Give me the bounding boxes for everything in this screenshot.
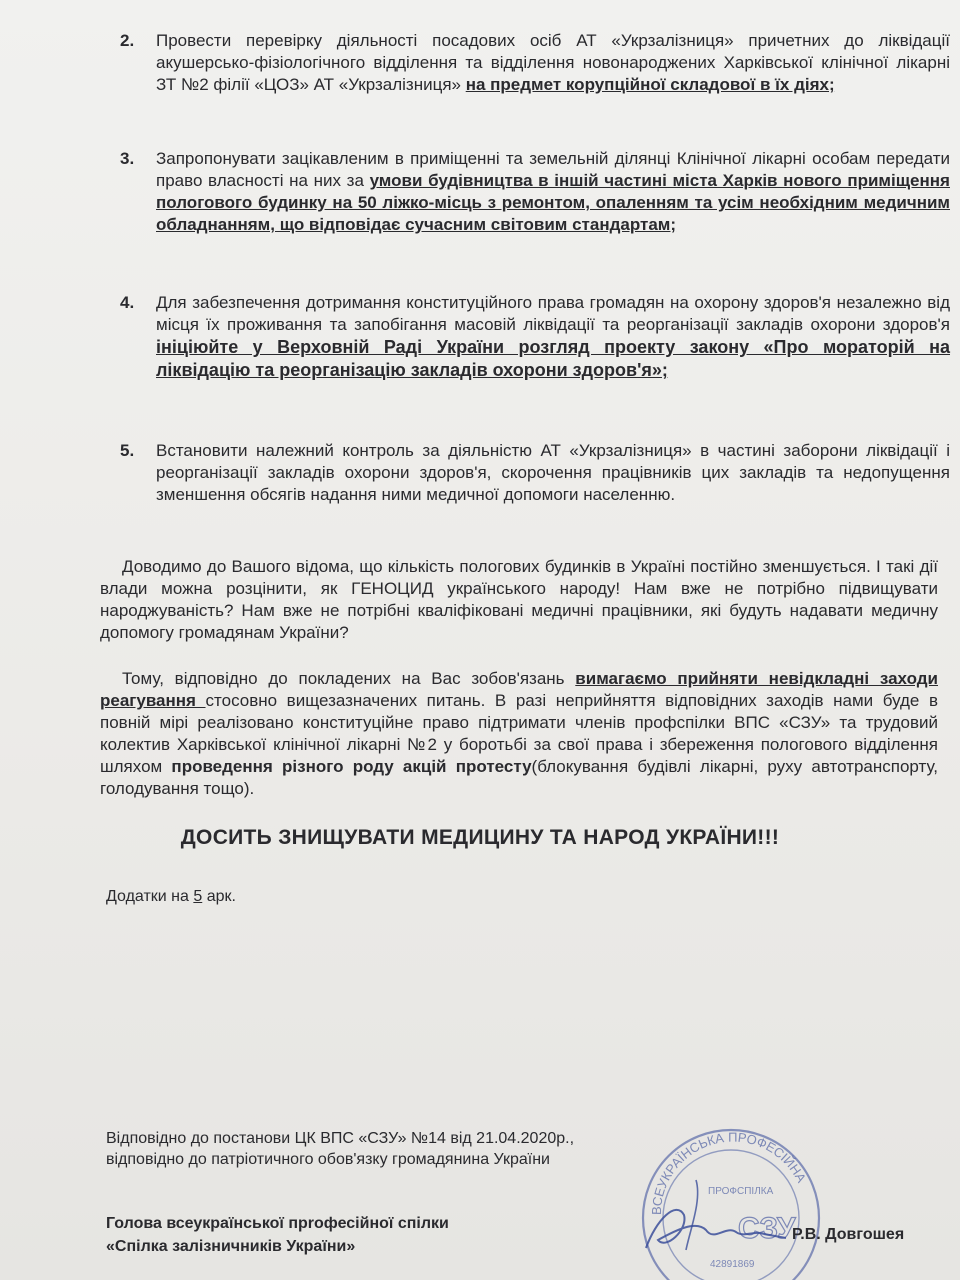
union-stamp <box>636 1120 826 1280</box>
demand-text-bold: вимагаємо прийняти невідкладні заходи реагування <box>100 669 938 710</box>
item-number: 4. <box>120 293 135 312</box>
item-text <box>156 148 950 236</box>
signer-organization: «Спілка залізничників України» <box>106 1238 356 1255</box>
demand-text-bold: проведення різного роду акцій протесту <box>171 757 532 776</box>
attachments-count: 5 <box>193 888 203 905</box>
item-text-plain: Встановити належний контроль за діяльністю АТ «Укрзалізниця» в частині заборони ліквідації і реорганізації закладів охорони здоров'я, скорочення працівників цих закладів та недопущення зменшення обсягів надання ними медичної допомоги населенню. <box>156 441 950 504</box>
slogan-heading: ДОСИТЬ ЗНИЩУВАТИ МЕДИЦИНУ ТА НАРОД УКРАЇНИ!!! <box>180 826 780 849</box>
stamp-code: 42891869 <box>710 1259 755 1270</box>
demand-paragraph <box>100 668 938 800</box>
item-text-plain: Для забезпечення дотримання конституційного права громадян на охорону здоров'я незалежно від місця їх проживання та запобігання масовій ліквідації та реорганізації закладів охорони здоров'я <box>156 293 950 334</box>
item-number: 5. <box>120 441 135 460</box>
list-item <box>120 440 950 506</box>
item-text <box>156 292 950 382</box>
demand-text: стосовно вищезазначених питань. В разі неприйняття відповідних заходів нами буде в повній мірі реалізовано конституційне право підтримати членів профспілки ВПС «СЗУ» та трудовий колектив Харківської клінічної лікарні №2 у боротьбі за свої права і збереження пологового відділення шляхом <box>100 691 938 776</box>
stamp-abbreviation: СЗУ <box>738 1212 796 1245</box>
item-text-plain: Провести перевірку діяльності посадових осіб АТ «Укрзалізниця» причетних до ліквідації акушерсько-фізіологічного відділення та відділення новонароджених Харківської клінічної лікарні ЗТ №2 філії «ЦОЗ» АТ «Укрзалізниця» <box>156 31 950 94</box>
item-text-bold: умови будівництва в іншій частині міста Харків нового приміщення пологового будинку на 50 ліжко-місць з ремонтом, опаленням та усім необхідним медичним обладнанням, що відповідає сучасним світовим стандартам; <box>156 171 950 234</box>
item-text <box>156 30 950 96</box>
signer-name: Р.В. Довгошея <box>792 1226 905 1243</box>
item-text <box>156 440 950 506</box>
list-item <box>120 292 950 382</box>
attachments-line <box>106 886 236 907</box>
attachments-suffix: арк. <box>202 888 236 905</box>
item-number: 3. <box>120 149 135 168</box>
list-item <box>120 148 950 236</box>
svg-text:ВСЕУКРАЇНСЬКА ПРОФЕСІЙНА <box>649 1130 809 1216</box>
demand-text: (блокування будівлі лікарні, руху автотранспорту, голодування тощо). <box>100 757 938 798</box>
item-text-bold: на предмет корупційної складової в їх діях; <box>465 75 835 94</box>
duty-line: відповідно до патріотичного обов'язку громадянина України <box>106 1151 550 1168</box>
demand-text: Тому, відповідно до покладених на Вас зобов'язань <box>122 669 576 688</box>
item-text-bold: ініціюйте у Верховній Раді України розгляд проекту закону «Про мораторій на ліквідацію та реорганізацію закладів охорони здоров'я»; <box>156 337 950 380</box>
basis-line: Відповідно до постанови ЦК ВПС «СЗУ» №14 від 21.04.2020р., <box>106 1130 575 1147</box>
stamp-ring-text: ВСЕУКРАЇНСЬКА ПРОФЕСІЙНА <box>648 1129 810 1216</box>
list-item <box>120 30 950 96</box>
signature-stroke <box>686 1180 698 1250</box>
item-text-plain: Запропонувати зацікавленим в приміщенні та земельній ділянці Клінічної лікарні особам передати право власності на них за <box>156 149 950 190</box>
signer-title: Голова всеукраїнської пprофесійної спілки <box>106 1215 449 1232</box>
attachments-prefix: Додатки на <box>106 888 194 905</box>
item-number: 2. <box>120 31 135 50</box>
notice-paragraph: Доводимо до Вашого відома, що кількість пологових будинків в Україні постійно зменшується. І такі дії влади можна розцінити, як ГЕНОЦИД українського народу! Нам вже не потрібно підвищувати народжуваність? Нам вже не потрібні кваліфіковані медичні працівники, які будуть надавати медичну допомогу громадянам України? <box>100 557 938 642</box>
stamp-center-text: ПРОФСПІЛКА <box>708 1186 774 1197</box>
